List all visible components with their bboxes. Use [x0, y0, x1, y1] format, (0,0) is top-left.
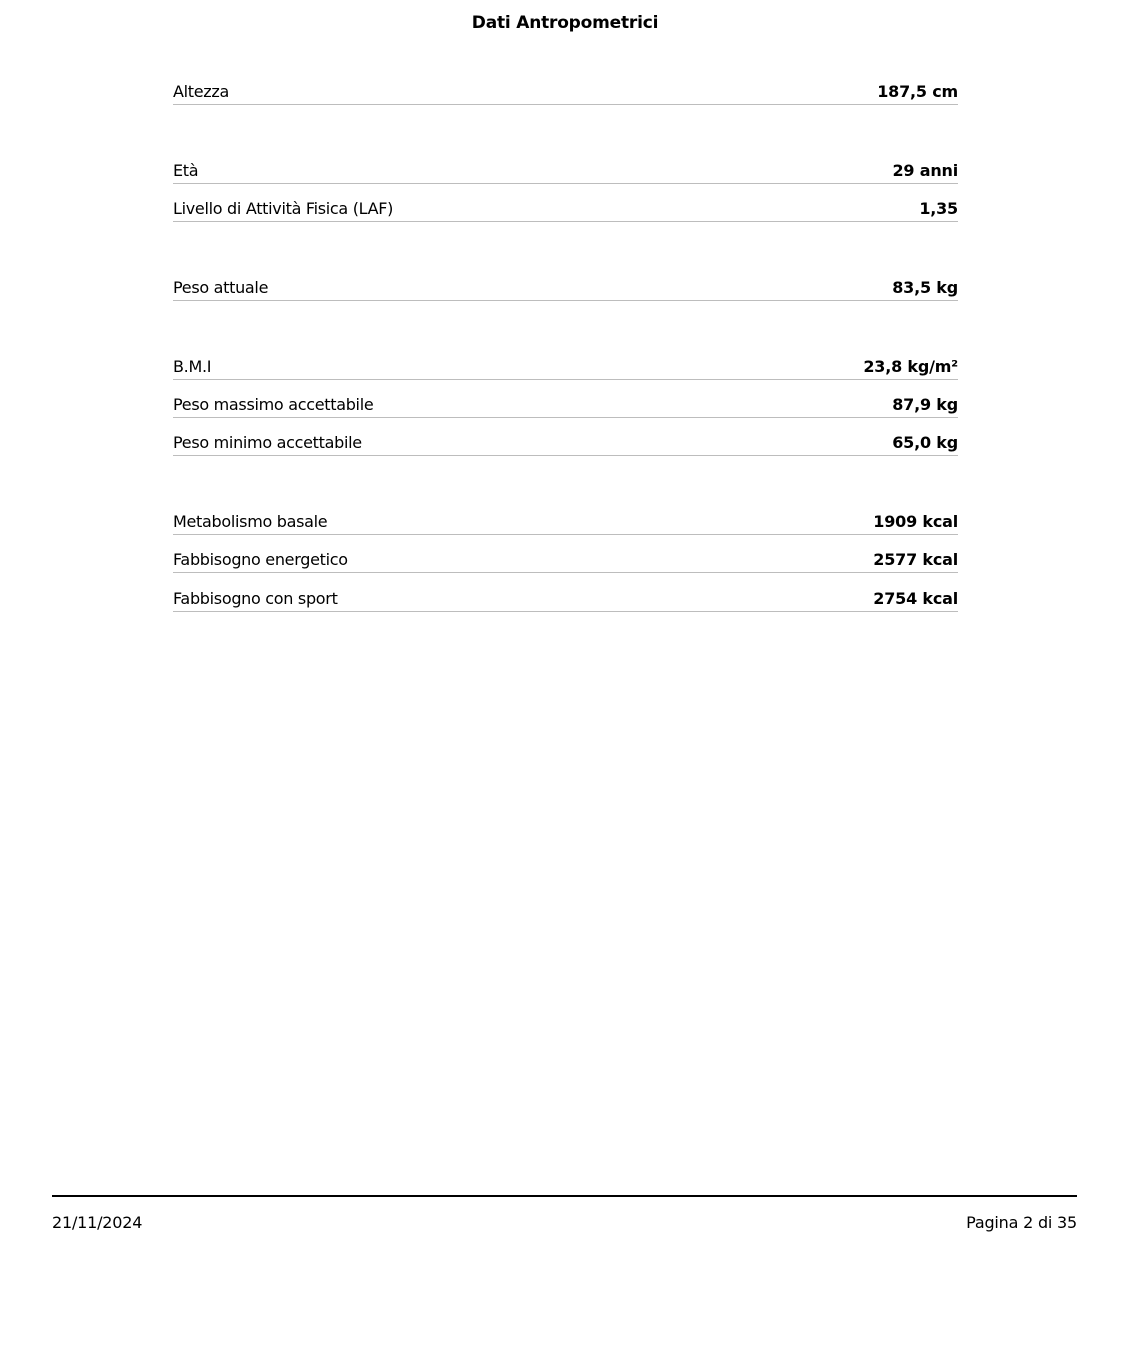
row-value: 1909 kcal — [873, 512, 958, 531]
page-title: Dati Antropometrici — [471, 13, 659, 33]
row-value: 29 anni — [892, 161, 958, 180]
row-peso-minimo — [173, 426, 958, 456]
row-label: Altezza — [173, 82, 230, 101]
footer-page-number: Pagina 2 di 35 — [966, 1213, 1077, 1232]
row-peso-attuale — [173, 271, 958, 301]
row-fabbisogno-energetico — [173, 543, 958, 573]
row-value: 187,5 cm — [877, 82, 958, 101]
row-value: 1,35 — [919, 199, 958, 218]
row-bmi — [173, 350, 958, 380]
row-label: B.M.I — [173, 357, 212, 376]
row-value: 87,9 kg — [892, 395, 958, 414]
row-fabbisogno-sport — [173, 582, 958, 612]
row-label: Peso massimo accettabile — [173, 395, 374, 414]
footer-divider — [52, 1195, 1077, 1197]
row-label: Peso attuale — [173, 278, 269, 297]
row-label: Peso minimo accettabile — [173, 433, 362, 452]
footer-date: 21/11/2024 — [52, 1213, 143, 1232]
row-value: 2577 kcal — [873, 550, 958, 569]
row-label: Fabbisogno energetico — [173, 550, 348, 569]
row-laf — [173, 192, 958, 222]
row-label: Fabbisogno con sport — [173, 589, 338, 608]
row-value: 83,5 kg — [892, 278, 958, 297]
row-altezza — [173, 75, 958, 105]
row-label: Livello di Attività Fisica (LAF) — [173, 199, 394, 218]
row-metabolismo-basale — [173, 505, 958, 535]
row-value: 2754 kcal — [873, 589, 958, 608]
row-label: Età — [173, 161, 199, 180]
row-value: 23,8 kg/m² — [863, 357, 958, 376]
row-value: 65,0 kg — [892, 433, 958, 452]
row-label: Metabolismo basale — [173, 512, 328, 531]
row-eta — [173, 154, 958, 184]
row-peso-massimo — [173, 388, 958, 418]
